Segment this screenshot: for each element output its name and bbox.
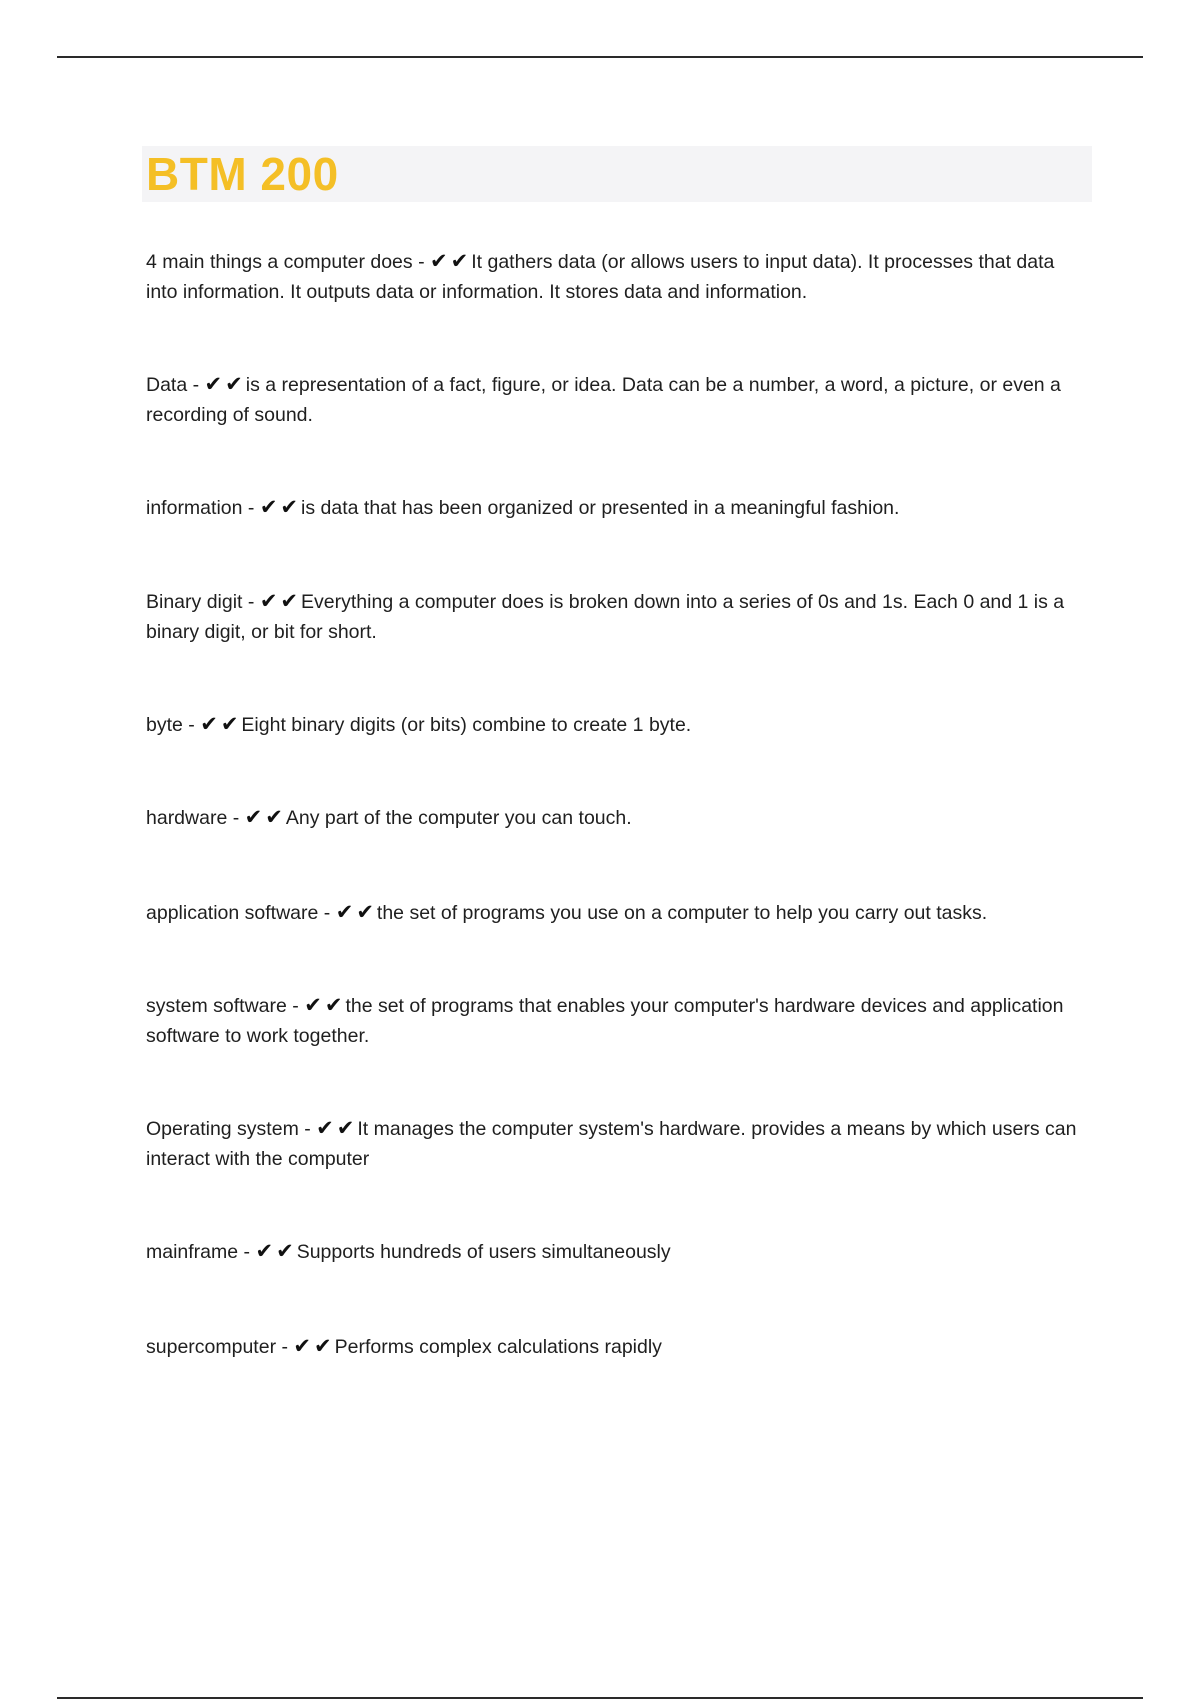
definition: is data that has been organized or presented in a meaningful fashion. bbox=[301, 497, 900, 519]
checkmark-icon: ✔ bbox=[293, 1334, 312, 1358]
page-title: BTM 200 bbox=[146, 148, 339, 200]
checkmark-icon: ✔ bbox=[336, 1116, 355, 1140]
term: information bbox=[146, 497, 243, 519]
checkmark-icon: ✔ bbox=[450, 249, 469, 273]
definition: It manages the computer system's hardware. provides a means by which users can interact with the computer bbox=[146, 1118, 1077, 1170]
checkmark-icon: ✔ bbox=[265, 805, 283, 829]
definition: Any part of the computer you can touch. bbox=[285, 807, 632, 829]
definition: Eight binary digits (or bits) combine to create 1 byte. bbox=[241, 714, 692, 736]
flashcard-entry: Operating system - ✔ ✔ It manages the computer system's hardware. provides a means by which users can interact with the computer bbox=[146, 1116, 1077, 1170]
checkmark-icon: ✔ bbox=[324, 993, 343, 1017]
checkmark-icon: ✔ bbox=[255, 1239, 274, 1263]
term: system software bbox=[146, 995, 287, 1017]
definition: the set of programs you use on a computer to help you carry out tasks. bbox=[376, 902, 988, 924]
term: 4 main things a computer does bbox=[146, 251, 413, 273]
flashcard-entry: supercomputer - ✔ ✔ Performs complex calculations rapidly bbox=[146, 1334, 662, 1358]
flashcard-entry: Binary digit - ✔ ✔ Everything a computer does is broken down into a series of 0s and 1s. Each 0 and 1 is a binary digit, or bit for short. bbox=[146, 589, 1065, 643]
checkmark-icon: ✔ bbox=[259, 495, 278, 519]
flashcard-entry: information - ✔ ✔ is data that has been organized or presented in a meaningful fashion. bbox=[146, 495, 900, 519]
term: hardware bbox=[146, 807, 228, 829]
flashcard-entry: system software - ✔ ✔ the set of programs that enables your computer's hardware devices and application software to work together. bbox=[146, 993, 1064, 1047]
term: Data bbox=[146, 374, 188, 396]
checkmark-icon: ✔ bbox=[225, 372, 243, 396]
top-rule bbox=[57, 56, 1143, 58]
checkmark-icon: ✔ bbox=[314, 1334, 332, 1358]
title-band bbox=[142, 146, 1092, 202]
definition: is a representation of a fact, figure, or idea. Data can be a number, a word, a picture, or even a recording of sound. bbox=[146, 374, 1061, 426]
definition: Supports hundreds of users simultaneously bbox=[296, 1241, 671, 1263]
term: Operating system bbox=[146, 1118, 299, 1140]
checkmark-icon: ✔ bbox=[220, 712, 239, 736]
checkmark-icon: ✔ bbox=[304, 993, 322, 1017]
flashcard-entry: byte - ✔ ✔ Eight binary digits (or bits) combine to create 1 byte. bbox=[146, 712, 692, 736]
checkmark-icon: ✔ bbox=[259, 589, 278, 613]
definition: the set of programs that enables your computer's hardware devices and application software to work together. bbox=[146, 995, 1064, 1047]
definition: Everything a computer does is broken down into a series of 0s and 1s. Each 0 and 1 is a binary digit, or bit for short. bbox=[146, 591, 1065, 643]
definition: Performs complex calculations rapidly bbox=[334, 1336, 662, 1358]
term: byte bbox=[146, 714, 183, 736]
checkmark-icon: ✔ bbox=[276, 1239, 294, 1263]
checkmark-icon: ✔ bbox=[280, 589, 299, 613]
checkmark-icon: ✔ bbox=[430, 249, 448, 273]
checkmark-icon: ✔ bbox=[280, 495, 299, 519]
flashcard-entry: mainframe - ✔ ✔ Supports hundreds of users simultaneously bbox=[146, 1239, 671, 1263]
bottom-rule bbox=[57, 1697, 1143, 1699]
flashcard-entry: 4 main things a computer does - ✔ ✔ It gathers data (or allows users to input data). It processes that data into information. It outputs data or information. It stores data and information. bbox=[146, 249, 1055, 303]
flashcard-entry: application software - ✔ ✔ the set of programs you use on a computer to help you carry out tasks. bbox=[146, 900, 988, 924]
flashcard-entry: Data - ✔ ✔ is a representation of a fact, figure, or idea. Data can be a number, a word, a picture, or even a recording of sound. bbox=[146, 372, 1061, 426]
flashcard-entry: hardware - ✔ ✔ Any part of the computer you can touch. bbox=[146, 805, 632, 829]
term: mainframe bbox=[146, 1241, 239, 1263]
term: Binary digit bbox=[146, 591, 243, 613]
definition: It gathers data (or allows users to input data). It processes that data into information. It outputs data or information. It stores data and information. bbox=[146, 251, 1055, 303]
checkmark-icon: ✔ bbox=[244, 805, 263, 829]
checkmark-icon: ✔ bbox=[200, 712, 218, 736]
checkmark-icon: ✔ bbox=[335, 900, 354, 924]
checkmark-icon: ✔ bbox=[356, 900, 374, 924]
checkmark-icon: ✔ bbox=[316, 1116, 334, 1140]
checkmark-icon: ✔ bbox=[204, 372, 223, 396]
term: supercomputer bbox=[146, 1336, 277, 1358]
term: application software bbox=[146, 902, 319, 924]
